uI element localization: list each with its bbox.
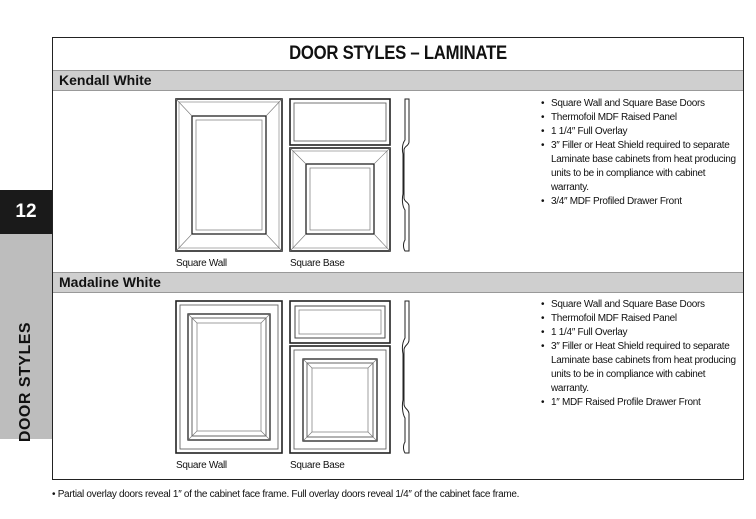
footnote-text: Partial overlay doors reveal 1″ of the cabinet face frame. Full overlay doors reveal 1/4″ of the cabinet face frame.	[57, 489, 520, 500]
kendall-square-base-door-image	[289, 98, 391, 252]
madaline-square-base-door-image	[289, 300, 391, 454]
madaline-wall-caption: Square Wall	[176, 460, 227, 471]
feature-item: • Square Wall and Square Base Doors	[541, 298, 741, 312]
feature-item: • 1 1/4″ Full Overlay	[541, 125, 741, 139]
page-title: DOOR STYLES – LAMINATE	[289, 43, 507, 64]
section-header-kendall: Kendall White	[53, 70, 743, 91]
content-frame	[52, 37, 744, 480]
kendall-wall-caption: Square Wall	[176, 258, 227, 269]
madaline-square-wall-door-image	[175, 300, 283, 454]
feature-item: • 3″ Filler or Heat Shield required to separate Laminate base cabinets from heat producing units to be in compliance with cabinet warranty.	[541, 139, 741, 195]
section-header-madaline: Madaline White	[53, 272, 743, 293]
kendall-base-caption: Square Base	[290, 258, 345, 269]
feature-item: • 1 1/4″ Full Overlay	[541, 326, 741, 340]
footnote: • Partial overlay doors reveal 1″ of the cabinet face frame. Full overlay doors reveal 1/4″ of the cabinet face frame.	[52, 489, 520, 500]
kendall-edge-profile-image	[401, 98, 413, 252]
chapter-side-label: DOOR STYLES	[17, 321, 34, 443]
chapter-number-tab: 12	[0, 190, 52, 234]
madaline-edge-profile-image	[401, 300, 413, 454]
feature-item: • 3/4″ MDF Profiled Drawer Front	[541, 195, 741, 209]
feature-item: • Square Wall and Square Base Doors	[541, 97, 741, 111]
feature-item: • Thermofoil MDF Raised Panel	[541, 312, 741, 326]
madaline-feature-list	[541, 298, 741, 410]
feature-item: • Thermofoil MDF Raised Panel	[541, 111, 741, 125]
kendall-square-wall-door-image	[175, 98, 283, 252]
madaline-base-caption: Square Base	[290, 460, 345, 471]
feature-item: • 3″ Filler or Heat Shield required to separate Laminate base cabinets from heat producing units to be in compliance with cabinet warranty.	[541, 340, 741, 396]
feature-item: • 1″ MDF Raised Profile Drawer Front	[541, 396, 741, 410]
kendall-feature-list	[541, 97, 741, 209]
